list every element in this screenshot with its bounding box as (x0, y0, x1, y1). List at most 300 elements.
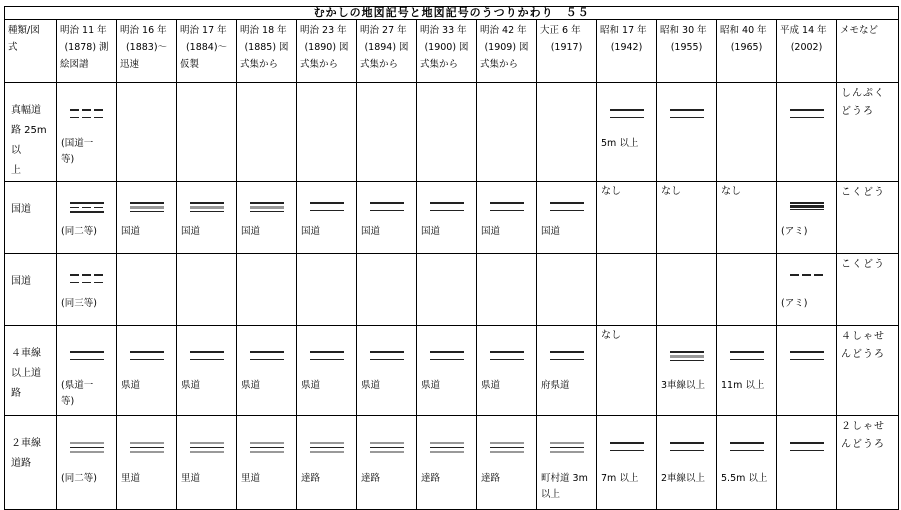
header-text: (1942) (610, 42, 643, 53)
cell-label: 国道 (541, 226, 561, 237)
cell-label: 国道 (361, 226, 381, 237)
header-text: 式集から (420, 59, 459, 70)
road-symbol (130, 442, 164, 453)
cell-label: 国道 (301, 226, 321, 237)
symbol-cell (297, 416, 357, 510)
cell-label: 2車線以上 (661, 473, 706, 484)
symbol-line (550, 351, 584, 353)
road-symbol (70, 274, 104, 283)
symbol-cell (117, 182, 177, 254)
row-header: ４車線 以上道 路 (5, 326, 57, 416)
symbol-cell (477, 326, 537, 416)
symbol-line (490, 202, 524, 204)
symbol-line (70, 447, 104, 449)
road-symbol (730, 442, 764, 451)
road-symbol (790, 274, 824, 276)
symbol-line (310, 359, 344, 361)
table-row (5, 326, 899, 416)
header-text: 明治 17 年 (180, 25, 227, 36)
symbol-cell (477, 254, 537, 326)
symbol-cell (357, 326, 417, 416)
header-text: (1955) (670, 42, 703, 53)
table-row (5, 182, 899, 254)
cell-label: 県道 (181, 380, 201, 391)
symbol-line (250, 442, 284, 444)
road-symbol (310, 202, 344, 211)
cell-label: 7m 以上 (601, 473, 639, 484)
road-symbol (790, 109, 824, 118)
symbol-cell (477, 416, 537, 510)
header-era (357, 20, 417, 83)
symbol-line (70, 359, 104, 361)
symbol-line (250, 351, 284, 353)
symbol-line (190, 447, 224, 449)
symbol-cell (237, 83, 297, 182)
header-era (537, 20, 597, 83)
road-symbol (790, 442, 824, 451)
symbol-cell (657, 254, 717, 326)
header-memo (837, 20, 899, 83)
symbol-cell (117, 416, 177, 510)
symbol-line (250, 206, 284, 209)
symbol-line (670, 351, 704, 353)
cell-label: 県道 (421, 380, 441, 391)
header-era (477, 20, 537, 83)
cell-label: 県道 (241, 380, 261, 391)
header-text: (1900) 図 (424, 42, 469, 53)
symbol-line (790, 274, 824, 276)
symbol-cell (597, 254, 657, 326)
cell-label: 達路 (361, 473, 381, 484)
cell-label: 達路 (421, 473, 441, 484)
header-text: (2002) (790, 42, 823, 53)
symbol-cell (57, 182, 117, 254)
cell-label: 町村道 3m 以上 (541, 473, 588, 500)
symbol-line (790, 351, 824, 353)
symbol-line (790, 450, 824, 452)
symbol-line (490, 351, 524, 353)
header-text: (1894) 図 (364, 42, 409, 53)
road-symbol (250, 202, 284, 212)
header-text: 明治 18 年 (240, 25, 287, 36)
header-text: 式集から (480, 59, 519, 70)
symbol-cell (537, 416, 597, 510)
symbol-line (310, 210, 344, 212)
road-symbol (550, 442, 584, 453)
row-header: 国道 (5, 254, 57, 326)
cell-label: 里道 (241, 473, 261, 484)
symbol-cell (417, 416, 477, 510)
symbol-line (550, 447, 584, 449)
symbol-line (130, 351, 164, 353)
road-symbol (70, 442, 104, 453)
symbol-line (670, 355, 704, 358)
symbol-cell (177, 83, 237, 182)
road-symbol (490, 351, 524, 360)
header-text: 明治 33 年 (420, 25, 467, 36)
symbol-cell (717, 182, 777, 254)
header-text: (1909) 図 (484, 42, 529, 53)
symbol-line (610, 117, 644, 119)
symbol-cell (237, 416, 297, 510)
symbol-line (190, 451, 224, 453)
symbol-line (610, 442, 644, 444)
road-symbol (550, 351, 584, 360)
symbol-line (190, 351, 224, 353)
header-text: 大正 6 年 (540, 25, 581, 36)
symbol-line (130, 442, 164, 444)
header-era (417, 20, 477, 83)
symbol-line (430, 442, 464, 444)
symbol-cell (357, 416, 417, 510)
header-text: (1890) 図 (304, 42, 349, 53)
symbol-line (130, 211, 164, 213)
symbol-line (130, 447, 164, 449)
symbol-cell (117, 254, 177, 326)
symbol-line (70, 351, 104, 353)
symbol-cell (417, 254, 477, 326)
cell-label: (アミ) (781, 226, 808, 237)
symbol-line (130, 206, 164, 209)
header-era (117, 20, 177, 83)
symbol-line (430, 202, 464, 204)
cell-label: 国道 (181, 226, 201, 237)
symbol-line (790, 202, 824, 204)
symbol-cell (537, 182, 597, 254)
symbol-cell (357, 83, 417, 182)
symbol-cell (657, 416, 717, 510)
symbol-line (190, 442, 224, 444)
header-text: 式集から (360, 59, 399, 70)
symbol-line (370, 447, 404, 449)
row-header: 国道 (5, 182, 57, 254)
symbol-line (490, 447, 524, 449)
cell-label: 県道 (301, 380, 321, 391)
symbol-line (490, 442, 524, 444)
header-text: 明治 23 年 (300, 25, 347, 36)
symbol-cell (297, 254, 357, 326)
memo-cell: こくどう (837, 182, 899, 254)
symbol-line (70, 117, 104, 119)
road-symbol (790, 202, 824, 210)
table-title: むかしの地図記号と地図記号のうつりかわり ５５ (5, 7, 899, 20)
cell-label: (同二等) (61, 473, 97, 484)
table-row (5, 83, 899, 182)
symbol-cell (537, 326, 597, 416)
symbol-line (790, 109, 824, 111)
symbol-line (250, 202, 284, 204)
cell-label: 県道 (121, 380, 141, 391)
symbol-cell (57, 254, 117, 326)
header-text: 明治 42 年 (480, 25, 527, 36)
symbol-cell (537, 254, 597, 326)
cell-label: (県道一 等) (61, 380, 94, 407)
symbol-line (610, 109, 644, 111)
header-text: 明治 11 年 (60, 25, 107, 36)
symbol-line (310, 447, 344, 449)
symbol-line (130, 359, 164, 361)
symbol-line (190, 206, 224, 209)
symbol-cell (237, 326, 297, 416)
symbol-line (190, 359, 224, 361)
symbol-cell (177, 182, 237, 254)
symbol-line (70, 282, 104, 284)
header-text: (1884)～ (185, 42, 228, 53)
symbol-line (250, 447, 284, 449)
cell-note: なし (721, 186, 741, 197)
header-text: 種類/図 (8, 25, 40, 36)
symbol-cell (657, 83, 717, 182)
road-symbol (250, 351, 284, 360)
road-symbol (790, 351, 824, 360)
cell-label: (アミ) (781, 298, 808, 309)
header-era (297, 20, 357, 83)
cell-label: 国道 (421, 226, 441, 237)
symbol-cell (297, 326, 357, 416)
header-text: (1917) (550, 42, 583, 53)
symbol-cell (717, 254, 777, 326)
header-text: 絵図譜 (60, 59, 89, 70)
cell-label: 国道 (481, 226, 501, 237)
symbol-line (310, 442, 344, 444)
symbol-line (550, 210, 584, 212)
cell-label: 里道 (181, 473, 201, 484)
symbol-cell (177, 326, 237, 416)
cell-label: 5.5m 以上 (721, 473, 768, 484)
header-text: (1965) (730, 42, 763, 53)
memo-cell: しんぷく どうろ (837, 83, 899, 182)
symbol-line (550, 451, 584, 453)
symbol-line (430, 210, 464, 212)
symbol-line (70, 207, 104, 209)
symbol-cell (597, 182, 657, 254)
cell-label: 県道 (481, 380, 501, 391)
cell-label: (国道一 等) (61, 138, 94, 165)
header-era (597, 20, 657, 83)
header-text: 式集から (240, 59, 279, 70)
symbol-line (250, 359, 284, 361)
symbol-line (670, 442, 704, 444)
cell-label: (同二等) (61, 226, 97, 237)
cell-label: 里道 (121, 473, 141, 484)
symbol-line (430, 359, 464, 361)
symbol-line (70, 109, 104, 111)
road-symbol (70, 109, 104, 118)
header-text: 式 (8, 42, 18, 53)
road-symbol (370, 442, 404, 453)
cell-label: 国道 (241, 226, 261, 237)
cell-label: 府県道 (541, 380, 570, 391)
cell-label: 国道 (121, 226, 141, 237)
symbol-line (790, 359, 824, 361)
header-text: 平成 14 年 (780, 25, 827, 36)
symbol-line (370, 442, 404, 444)
row-header: ２車線 道路 (5, 416, 57, 510)
symbol-line (250, 451, 284, 453)
cell-label: 11m 以上 (721, 380, 765, 391)
road-symbol-table (4, 6, 899, 510)
road-symbol (670, 109, 704, 118)
cell-label: 3車線以上 (661, 380, 706, 391)
road-symbol (430, 442, 464, 453)
symbol-cell (417, 326, 477, 416)
memo-cell: ４しゃせ んどうろ (837, 326, 899, 416)
symbol-line (310, 202, 344, 204)
road-symbol (130, 351, 164, 360)
symbol-line (370, 202, 404, 204)
header-text: 明治 16 年 (120, 25, 167, 36)
symbol-line (490, 359, 524, 361)
symbol-cell (177, 416, 237, 510)
symbol-cell (57, 83, 117, 182)
symbol-line (730, 359, 764, 361)
header-text: 迅速 (120, 59, 140, 70)
symbol-cell (597, 416, 657, 510)
symbol-line (70, 202, 104, 204)
symbol-line (670, 117, 704, 119)
header-row (5, 20, 899, 83)
symbol-cell (777, 83, 837, 182)
road-symbol (730, 351, 764, 360)
symbol-line (130, 451, 164, 453)
symbol-line (130, 202, 164, 204)
symbol-cell (477, 83, 537, 182)
symbol-line (70, 211, 104, 213)
symbol-line (370, 359, 404, 361)
symbol-cell (777, 182, 837, 254)
symbol-cell (657, 182, 717, 254)
header-era (777, 20, 837, 83)
cell-label: (同三等) (61, 298, 97, 309)
symbol-cell (297, 83, 357, 182)
road-symbol (430, 351, 464, 360)
header-text: 昭和 30 年 (660, 25, 707, 36)
symbol-line (790, 205, 824, 208)
symbol-cell (357, 254, 417, 326)
road-symbol (550, 202, 584, 211)
symbol-cell (117, 83, 177, 182)
row-header: 真幅道 路 25m 以 上 (5, 83, 57, 182)
memo-cell: ２しゃせ んどうろ (837, 416, 899, 510)
symbol-line (430, 447, 464, 449)
road-symbol (370, 202, 404, 211)
header-era (657, 20, 717, 83)
symbol-line (430, 351, 464, 353)
symbol-line (730, 351, 764, 353)
road-symbol (370, 351, 404, 360)
header-text: 昭和 17 年 (600, 25, 647, 36)
symbol-line (790, 442, 824, 444)
symbol-cell (177, 254, 237, 326)
symbol-cell (57, 416, 117, 510)
header-era (177, 20, 237, 83)
road-symbol (490, 202, 524, 211)
symbol-line (70, 442, 104, 444)
symbol-cell (417, 182, 477, 254)
road-symbol (190, 202, 224, 212)
road-symbol (130, 202, 164, 212)
symbol-cell (417, 83, 477, 182)
symbol-line (790, 209, 824, 211)
symbol-line (730, 450, 764, 452)
road-symbol (670, 442, 704, 451)
symbol-cell (717, 83, 777, 182)
symbol-cell (777, 254, 837, 326)
symbol-line (550, 442, 584, 444)
road-symbol (250, 442, 284, 453)
symbol-line (370, 210, 404, 212)
road-symbol (610, 442, 644, 451)
road-symbol (310, 442, 344, 453)
cell-label: 達路 (481, 473, 501, 484)
symbol-line (190, 202, 224, 204)
table-row (5, 254, 899, 326)
symbol-line (370, 351, 404, 353)
symbol-cell (237, 182, 297, 254)
symbol-cell (477, 182, 537, 254)
header-era (57, 20, 117, 83)
road-symbol (430, 202, 464, 211)
table-row (5, 416, 899, 510)
symbol-line (790, 117, 824, 119)
road-symbol (190, 351, 224, 360)
symbol-line (430, 451, 464, 453)
symbol-cell (237, 254, 297, 326)
symbol-cell (597, 326, 657, 416)
header-text: 昭和 40 年 (720, 25, 767, 36)
cell-note: なし (661, 186, 681, 197)
road-symbol (310, 351, 344, 360)
symbol-cell (717, 326, 777, 416)
symbol-line (190, 211, 224, 213)
symbol-cell (117, 326, 177, 416)
header-era (237, 20, 297, 83)
road-symbol (670, 351, 704, 361)
symbol-line (370, 451, 404, 453)
symbol-line (670, 109, 704, 111)
header-text: 仮製 (180, 59, 200, 70)
header-text: メモなど (840, 25, 879, 36)
header-era (717, 20, 777, 83)
road-symbol (70, 351, 104, 360)
symbol-cell (57, 326, 117, 416)
road-symbol (190, 442, 224, 453)
symbol-line (310, 451, 344, 453)
header-text: (1883)～ (125, 42, 168, 53)
header-text: 明治 27 年 (360, 25, 407, 36)
symbol-line (550, 202, 584, 204)
symbol-cell (357, 182, 417, 254)
header-text: (1885) 図 (244, 42, 289, 53)
cell-note: なし (601, 330, 621, 341)
header-type (5, 20, 57, 83)
symbol-line (670, 450, 704, 452)
symbol-cell (297, 182, 357, 254)
symbol-cell (657, 326, 717, 416)
symbol-line (670, 360, 704, 362)
cell-label: 達路 (301, 473, 321, 484)
symbol-line (70, 274, 104, 276)
symbol-line (610, 450, 644, 452)
road-symbol (70, 202, 104, 213)
symbol-line (490, 210, 524, 212)
symbol-line (250, 211, 284, 213)
symbol-cell (597, 83, 657, 182)
symbol-cell (777, 326, 837, 416)
symbol-line (490, 451, 524, 453)
road-symbol (490, 442, 524, 453)
symbol-line (70, 451, 104, 453)
